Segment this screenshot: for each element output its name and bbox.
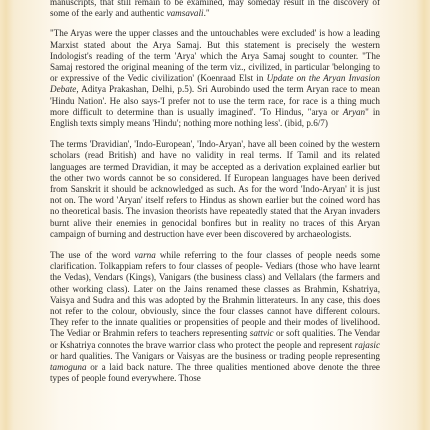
text-run: "The Aryas were the upper classes and the untouchables were excluded' is how a leading Marxist stated about the Arya Samaj. But this statement is precisely the western Indologist's reading of the term 'Arya' which the Arya Samaj sought to counter. "The Samaj restored the original meaning of the term viz., civilized, in particular 'belonging to or expressive of the Vedic civilization' (Koenraad Elst in [50,28,380,84]
body-text [50,0,380,385]
italic-term: Aryan [342,106,366,117]
italic-term: tamoguna [50,362,87,373]
text-run: or soft qualities. The Vendar or Kshatriya connotes the brave warrior class who protect the people and represent [50,328,380,350]
italic-title: Update on the Aryan Invasion Debate [50,73,380,95]
text-run: while referring to the four classes of people needs some clarification. Tolkappiam refers to four classes of people- Vediars (those who have learnt the Vedas), Vendars (Kings), Vanigars (the business class) and Vellalars (the farmers and other working class). Later on the Jains renamed these classes as Brahmin, Kshatriya, Vaisya and Sudra and this was adopted by the Brahmin litterateurs. In any case, this does not refer to the colour, obviously, since the four classes cannot have different colours. They refer to the innate qualities or propensities of people and their modes of livelihood. The Vediar or Brahmin refers to teachers representing [50,250,381,339]
italic-term: varna [134,250,156,261]
text-run: ." [203,8,210,19]
paragraph-3: The terms 'Dravidian', 'Indo-European', 'Indo-Aryan', have all been coined by the western scholars (read British) and have no validity in real terms. If Tamil and its related languages are termed Dravidian, it may be accepted as a derivation explained earlier but the other two words cannot be so considered. If European languages have been derived from Sanskrit it should be acknowledged as such. As for the word 'Indo-Aryan' it is just not on. The word 'Aryan' itself refers to Hindus as shown earlier but the coined word has no theoretical basis. The invasion theorists have repeatedly stated that the Aryan invaders burnt alive their enemies in genocidal bonfires but in reality no traces of this Aryan campaign of burning and destruction have ever been discovered by archaeologists. [50,139,380,239]
paragraph-gap [50,240,380,250]
paragraph-4 [50,250,380,384]
italic-term: rajasic [354,339,380,350]
italic-term: sattvic [249,328,274,339]
text-run: or a laid back nature. The three qualities mentioned above denote the three types of people found everywhere. Those [50,362,380,384]
paragraph-gap [50,19,380,28]
text-run: " in English texts simply means 'Hindu'; nothing more nothing less'. (ibid, p.6/7) [50,106,380,129]
text-run: or hard qualities. The Vanigars or Vaisyas are the business or trading people representing [50,350,380,361]
text-run: , Aditya Prakashan, Delhi, p.5). Sri Aurobindo used the term Aryan race to mean 'Hindu Nation'. He also says-'I prefer not to use the term race, for race is a thing much more difficult to determine than is usually imagined'. 'To Hindus, "arya or [50,84,380,117]
text-run: manuscripts, that still remain to be examined, may someday result in the discovery of some of the early and authentic [50,0,380,19]
paragraph-1 [50,0,380,19]
paragraph-gap [50,129,380,139]
text-run: The use of the word [50,250,135,261]
paragraph-2 [50,28,380,129]
italic-term: vamsavali [166,8,204,19]
